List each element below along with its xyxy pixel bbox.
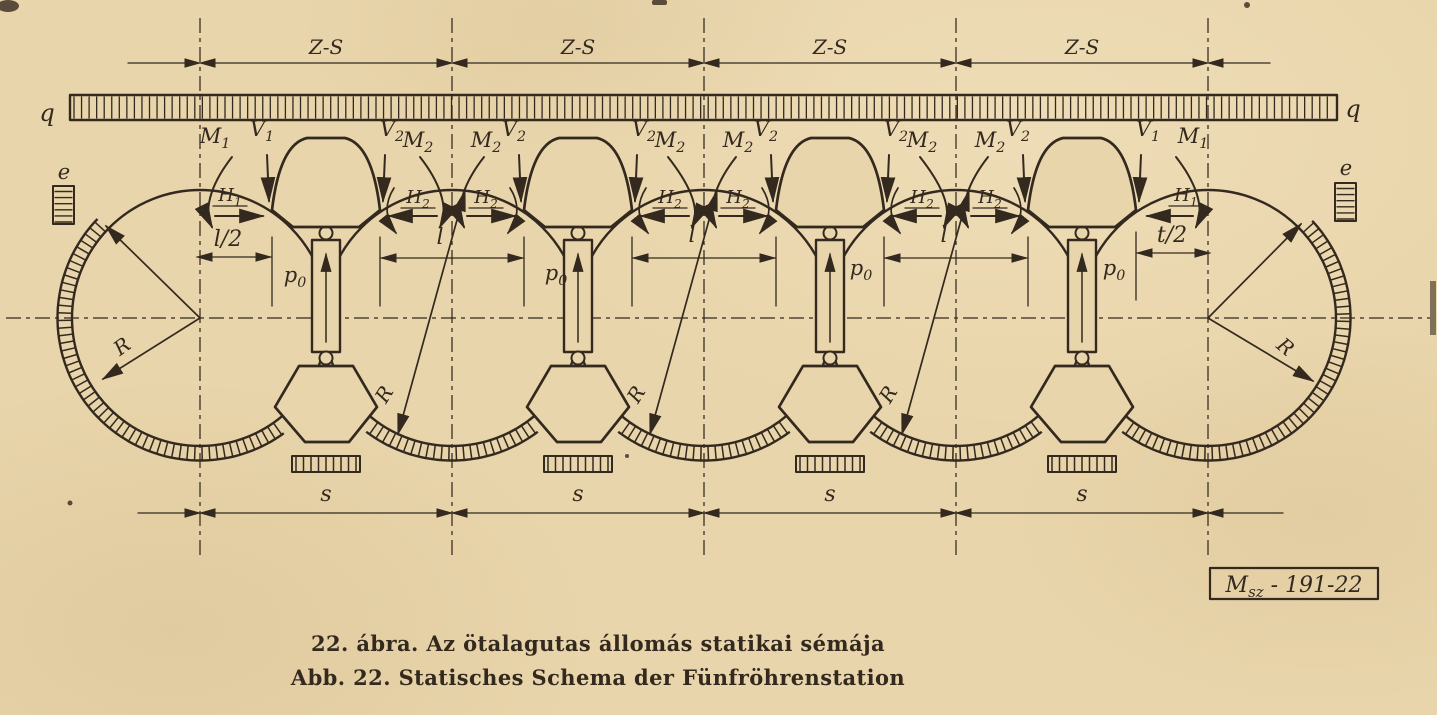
spacing-dimension-s bbox=[138, 482, 1283, 513]
radius-label: R bbox=[873, 381, 903, 408]
spacing-dim-label: s bbox=[320, 482, 332, 507]
load-label-right: q bbox=[1345, 95, 1361, 123]
span-dim-label: Z-S bbox=[812, 35, 848, 59]
lateral-pressure-label: e bbox=[57, 160, 71, 184]
span-dim-label: Z-S bbox=[560, 35, 596, 59]
thrust-force-label: $H_2$ bbox=[910, 187, 934, 211]
load-label-left: q bbox=[39, 99, 55, 127]
shear-force-label: $V_2$ bbox=[753, 117, 779, 145]
stamp-box bbox=[1210, 568, 1378, 601]
span-dimension-zs bbox=[128, 35, 1270, 63]
radius-label: R bbox=[369, 381, 399, 408]
center-lines bbox=[6, 18, 1430, 556]
column bbox=[564, 227, 592, 365]
moment-label: $M_1$ bbox=[199, 124, 231, 152]
moment-label: $M_1$ bbox=[1177, 124, 1209, 152]
half-chord-label-left: l/2 bbox=[213, 227, 243, 252]
shear-force-label: $V_2$ bbox=[379, 117, 405, 145]
radius-label: R bbox=[108, 332, 136, 361]
column bbox=[1068, 227, 1096, 365]
column-force-label: $p_0$ bbox=[849, 256, 873, 284]
span-dim-label: Z-S bbox=[1064, 35, 1100, 59]
moment-label: $M_2$ bbox=[974, 128, 1006, 156]
shear-force-label: $V_2$ bbox=[1005, 117, 1031, 145]
spacing-dim-label: s bbox=[572, 482, 584, 507]
shear-force-label: $V_1$ bbox=[249, 117, 275, 145]
thrust-force-label: $H_2$ bbox=[406, 187, 430, 211]
chord-label: l bbox=[436, 225, 444, 250]
moment-label: $M_2$ bbox=[722, 128, 754, 156]
moment-label: $M_2$ bbox=[906, 128, 938, 156]
moment-label: $M_2$ bbox=[470, 128, 502, 156]
radius-label: R bbox=[621, 381, 651, 408]
stamp-code: $M_{sz} - 191-22$ bbox=[1225, 573, 1363, 601]
thrust-force-label: $H_1$ bbox=[218, 185, 242, 209]
shear-force-label: $V_2$ bbox=[501, 117, 527, 145]
caption-hungarian: 22. ábra. Az ötalagutas állomás statikai sémája bbox=[310, 631, 886, 656]
chord-label: l bbox=[688, 223, 696, 248]
column bbox=[312, 227, 340, 365]
shear-force-label: $V_2$ bbox=[631, 117, 657, 145]
shear-force-label: $V_1$ bbox=[1135, 117, 1161, 145]
thrust-force-label: $H_2$ bbox=[978, 187, 1002, 211]
caption-german: Abb. 22. Statisches Schema der Fünfröhrenstation bbox=[290, 665, 906, 690]
radius-label: R bbox=[1272, 332, 1299, 361]
thrust-force-label: $H_2$ bbox=[474, 187, 498, 211]
column bbox=[816, 227, 844, 365]
spacing-dim-label: s bbox=[824, 482, 836, 507]
column-force-label: $p_0$ bbox=[1102, 256, 1126, 284]
thrust-force-label: $H_1$ bbox=[1174, 185, 1198, 209]
thrust-force-label: $H_2$ bbox=[658, 187, 682, 211]
lateral-pressure-label: e bbox=[1339, 156, 1353, 180]
load-bar-hatching bbox=[74, 97, 1327, 119]
span-dim-label: Z-S bbox=[308, 35, 344, 59]
column-force-label: $p_0$ bbox=[283, 263, 307, 291]
moment-label: $M_2$ bbox=[402, 128, 434, 156]
distributed-load-bar bbox=[39, 95, 1360, 127]
chord-label: l bbox=[940, 223, 948, 248]
moment-label: $M_2$ bbox=[654, 128, 686, 156]
shear-force-label: $V_2$ bbox=[883, 117, 909, 145]
thrust-force-label: $H_2$ bbox=[726, 187, 750, 211]
half-chord-label-right: t/2 bbox=[1156, 223, 1188, 248]
column-force-label: $p_0$ bbox=[544, 261, 568, 289]
spacing-dim-label: s bbox=[1076, 482, 1088, 507]
